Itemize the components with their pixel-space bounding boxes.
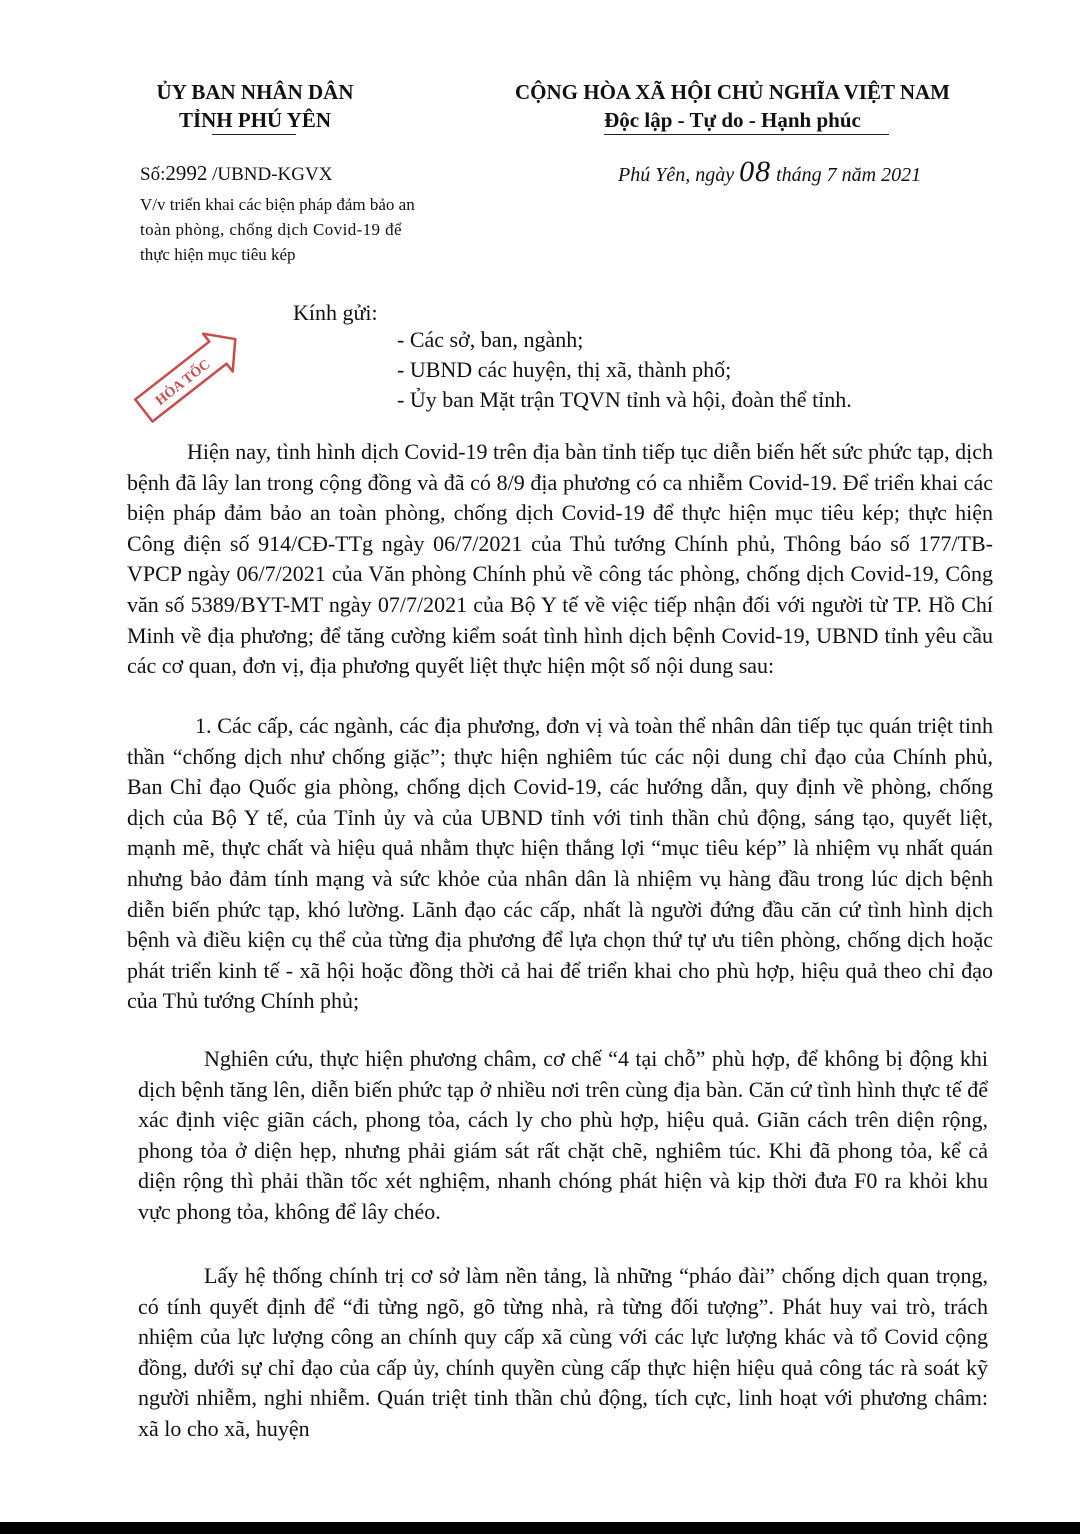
issuing-organization [120, 78, 390, 134]
recipient-item: - Các sở, ban, ngành; [397, 327, 584, 352]
nation-line-1: CỘNG HÒA XÃ HỘI CHỦ NGHĨA VIỆT NAM [514, 80, 951, 104]
document-subject [140, 192, 460, 267]
greeting-label: Kính gửi: [293, 300, 378, 325]
body-paragraph: Hiện nay, tình hình dịch Covid-19 trên địa bàn tỉnh tiếp tục diễn biến hết sức phức tạp, dịch bệnh đã lây lan trong cộng đồng và đã có 8/9 địa phương có ca nhiễm Covid-19. Để triển khai các biện pháp đảm bảo an toàn phòng, chống dịch Covid-19 để thực hiện mục tiêu kép; thực hiện Công điện số 914/CĐ-TTg ngày 06/7/2021 của Thủ tướng Chính phủ, Thông báo số 177/TB-VPCP ngày 06/7/2021 của Văn phòng Chính phủ về công tác phòng, chống dịch Covid-19, Công văn số 5389/BYT-MT ngày 07/7/2021 của Bộ Y tế về việc tiếp nhận đối với người từ TP. Hồ Chí Minh về địa phương; để tăng cường kiểm soát tình hình dịch bệnh Covid-19, UBND tỉnh yêu cầu các cơ quan, đơn vị, địa phương quyết liệt thực hiện một số nội dung sau: [127, 439, 993, 679]
date-suffix: tháng 7 năm 2021 [776, 164, 922, 186]
recipient-list [397, 325, 852, 415]
body-paragraph: Lấy hệ thống chính trị cơ sở làm nền tảng, là những “pháo đài” chống dịch quan trọng, có tính quyết định để “đi từng ngõ, gõ từng nhà, rà từng đối tượng”. Phát huy vai trò, trách nhiệm của lực lượng công an chính quy cấp xã cùng với các lực lượng khác và tổ Covid cộng đồng, dưới sự chỉ đạo của cấp ủy, chính quyền cùng cấp thực hiện hiệu quả công tác rà soát kỹ người nhiễm, nghi nhiễm. Quán triệt tinh thần chủ động, tích cực, linh hoạt với phương châm: xã lo cho xã, huyện [138, 1263, 988, 1441]
urgent-stamp-text: HỎA TỐC [153, 357, 214, 409]
date-line [618, 155, 922, 189]
doc-number-value: 2992 [165, 161, 208, 185]
subject-line: V/v triển khai các biện pháp đảm bảo an [140, 195, 415, 214]
org-line-1: ỦY BAN NHÂN DÂN [156, 80, 354, 104]
org-line-2: TỈNH PHÚ YÊN [178, 108, 332, 132]
subject-line: thực hiện mục tiêu kép [140, 245, 296, 264]
body-paragraph: Nghiên cứu, thực hiện phương châm, cơ chế “4 tại chỗ” phù hợp, để không bị động khi dịch bệnh tăng lên, diễn biến phức tạp ở nhiều nơi trên cùng địa bàn. Căn cứ tình hình thực tế để xác định việc giãn cách, phong tỏa, cách ly cho phù hợp, hiệu quả. Giãn cách trên diện rộng, phong tỏa ở diện hẹp, nhưng phải giám sát rất chặt chẽ, nghiêm túc. Khi đã phong tỏa, kể cả diện rộng thì phải thần tốc xét nghiệm, nhanh chóng phát hiện và kịp thời đưa F0 ra khỏi khu vực phong tỏa, không để lây chéo. [138, 1046, 988, 1224]
recipient-item: - UBND các huyện, thị xã, thành phố; [397, 357, 732, 382]
body-paragraph: 1. Các cấp, các ngành, các địa phương, đơn vị và toàn thể nhân dân tiếp tục quán triệt tinh thần “chống dịch như chống giặc”; thực hiện nghiêm túc các nội dung chỉ đạo của Chính phủ, Ban Chỉ đạo Quốc gia phòng, chống dịch Covid-19, các hướng dẫn, quy định về phòng, chống dịch của Bộ Y tế, của Tỉnh ủy và của UBND tỉnh với tinh thần chủ động, sáng tạo, quyết liệt, mạnh mẽ, thực chất và hiệu quả nhằm thực hiện thắng lợi “mục tiêu kép” là nhiệm vụ nhất quán nhưng bảo đảm tính mạng và sức khỏe của nhân dân là nhiệm vụ hàng đầu trong lúc dịch bệnh diễn biến phức tạp, khó lường. Lãnh đạo các cấp, nhất là người đứng đầu căn cứ tình hình dịch bệnh và điều kiện cụ thể của từng địa phương để lựa chọn thứ tự ưu tiên phòng, chống dịch hoặc phát triển kinh tế - xã hội hoặc đồng thời cả hai để triển khai cho phù hợp, hiệu quả theo chỉ đạo của Thủ tướng Chính phủ; [127, 713, 993, 1014]
national-heading [470, 78, 995, 134]
doc-number-prefix: Số: [140, 164, 166, 185]
urgent-stamp [118, 318, 258, 428]
subject-line: toàn phòng, chống dịch Covid-19 để [140, 220, 402, 239]
doc-number-suffix: /UBND-KGVX [212, 164, 333, 185]
nation-motto: Độc lập - Tự do - Hạnh phúc [604, 108, 861, 132]
urgent-stamp-icon [118, 318, 258, 428]
recipient-item: - Ủy ban Mặt trận TQVN tỉnh và hội, đoàn thể tỉnh. [397, 387, 852, 412]
scan-bottom-edge [0, 1522, 1080, 1534]
org-underline [212, 134, 296, 135]
date-prefix: Phú Yên, ngày [618, 164, 735, 186]
document-number [140, 160, 332, 188]
date-day: 08 [739, 155, 772, 188]
nation-underline [604, 134, 889, 135]
